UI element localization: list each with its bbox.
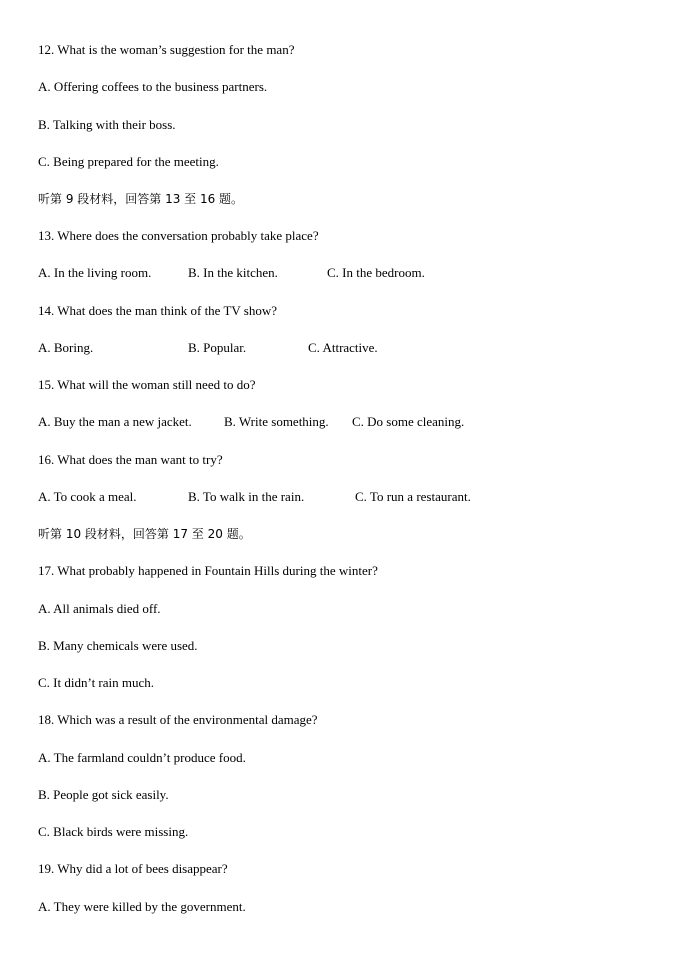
- question-14-option-c: C. Attractive.: [308, 340, 378, 355]
- question-13: 13. Where does the conversation probably take place?: [38, 228, 319, 243]
- question-18-option-c: C. Black birds were missing.: [38, 824, 189, 839]
- question-16: 16. What does the man want to try?: [38, 452, 223, 467]
- question-18: 18. Which was a result of the environmental damage?: [38, 712, 318, 727]
- question-14-option-a: A. Boring.: [38, 340, 94, 355]
- question-12: 12. What is the woman’s suggestion for the man?: [38, 42, 295, 57]
- question-17: 17. What probably happened in Fountain Hills during the winter?: [38, 563, 378, 578]
- question-19-option-a: A. They were killed by the government.: [38, 899, 246, 914]
- question-19: 19. Why did a lot of bees disappear?: [38, 861, 228, 876]
- question-16-option-a: A. To cook a meal.: [38, 489, 137, 504]
- section-instruction-10: 听第 10 段材料，回答第 17 至 20 题。: [38, 527, 251, 541]
- question-12-option-c: C. Being prepared for the meeting.: [38, 154, 219, 169]
- section-instruction-9: 听第 9 段材料，回答第 13 至 16 题。: [38, 192, 244, 206]
- question-15-option-a: A. Buy the man a new jacket.: [38, 414, 192, 429]
- question-18-option-b: B. People got sick easily.: [38, 787, 169, 802]
- question-14: 14. What does the man think of the TV show?: [38, 303, 278, 318]
- question-12-option-b: B. Talking with their boss.: [38, 117, 176, 132]
- question-13-option-c: C. In the bedroom.: [327, 265, 425, 280]
- question-15: 15. What will the woman still need to do?: [38, 377, 256, 392]
- question-16-option-b: B. To walk in the rain.: [188, 489, 305, 504]
- question-17-option-c: C. It didn’t rain much.: [38, 675, 155, 690]
- question-15-option-c: C. Do some cleaning.: [352, 414, 465, 429]
- question-12-option-a: A. Offering coffees to the business partners.: [38, 79, 268, 94]
- question-17-option-b: B. Many chemicals were used.: [38, 638, 198, 653]
- question-17-option-a: A. All animals died off.: [38, 601, 161, 616]
- question-16-option-c: C. To run a restaurant.: [355, 489, 471, 504]
- question-13-option-b: B. In the kitchen.: [188, 265, 278, 280]
- question-15-option-b: B. Write something.: [224, 414, 329, 429]
- question-13-option-a: A. In the living room.: [38, 265, 152, 280]
- question-18-option-a: A. The farmland couldn’t produce food.: [38, 750, 246, 765]
- question-14-option-b: B. Popular.: [188, 340, 247, 355]
